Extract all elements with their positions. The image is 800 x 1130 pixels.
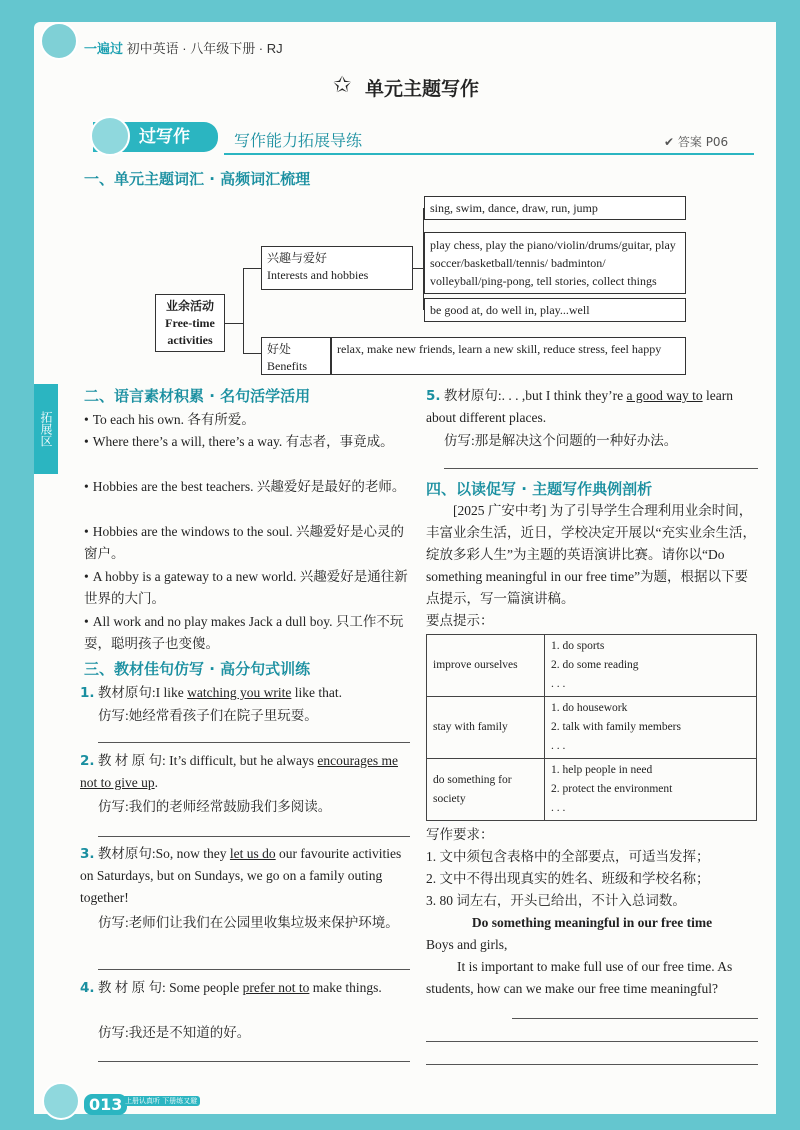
table-row — [427, 759, 757, 821]
tag-subtitle: 写作能力拓展导练 — [234, 131, 363, 150]
imitation-prompt: 仿写:那是解决这个问题的一种好办法。 — [444, 433, 678, 448]
answer-line[interactable] — [512, 1018, 758, 1019]
requirement-item: 1. 文中须包含表格中的全部要点，可适当发挥； — [426, 849, 710, 864]
table-cell: improve ourselves — [427, 635, 545, 697]
table-row — [427, 635, 757, 697]
writing-prompt: [2025 广安中考] 为了引导学生合理利用业余时间，丰富业余生活，近日，学校决定开展以“充实业余生活，绽放多彩人生”为主题的英语演讲比赛。请你以“Do something meaningful in our free time”为题，根据以下要点提示，写一篇演讲稿。 — [426, 503, 756, 606]
unit-title: 单元主题写作 — [365, 78, 480, 100]
quote-item: • Hobbies are the windows to the soul. 兴趣爱好是心灵的窗户。 — [84, 521, 410, 565]
section-3-title: 三、教材佳句仿写 · 高分句式训练 — [84, 660, 311, 678]
sentence-item: 4. 教 材 原 句: Some people prefer not to make things. — [80, 980, 382, 996]
sentence-item: 5. 教材原句:. . . ,but I think they’re a good way to learn about different places. — [426, 388, 733, 425]
quote-item: • A hobby is a gateway to a new world. 兴趣爱好是通往新世界的大门。 — [84, 566, 410, 610]
mindmap-leaf: relax, make new friends, learn a new skill, reduce stress, feel happy — [331, 337, 686, 375]
brand-name: 一遍过 — [84, 41, 124, 56]
points-label: 要点提示： — [426, 613, 494, 628]
quote-item: • To each his own. 各有所爱。 — [84, 409, 410, 431]
mascot-icon — [90, 116, 130, 156]
mindmap-node-benefits: 好处 Benefits — [261, 337, 331, 375]
table-cell: 1. do housework 2. talk with family members . . . — [545, 697, 757, 759]
quote-item: • Where there’s a will, there’s a way. 有志者，事竟成。 — [84, 431, 410, 453]
section-2-title: 二、语言素材积累 · 名句活学活用 — [84, 387, 311, 405]
running-header — [84, 38, 283, 57]
table-cell: stay with family — [427, 697, 545, 759]
connector — [243, 353, 261, 354]
answer-line[interactable] — [98, 969, 410, 970]
mascot-icon — [42, 1082, 80, 1120]
divider — [224, 153, 754, 155]
requirements-label: 写作要求： — [426, 827, 494, 842]
answer-line[interactable] — [426, 1041, 758, 1042]
sentence-item: 2. 教 材 原 句: It’s difficult, but he always encourages me not to give up. — [80, 753, 398, 790]
mindmap-node-hobbies: 兴趣与爱好 Interests and hobbies — [261, 246, 413, 290]
mindmap-leaf: sing, swim, dance, draw, run, jump — [424, 196, 686, 220]
imitation-prompt: 仿写:老师们让我们在公园里收集垃圾来保护环境。 — [98, 915, 399, 930]
section-4-title: 四、以读促写 · 主题写作典例剖析 — [426, 480, 653, 498]
mascot-logo-icon — [40, 22, 78, 60]
book-title: 初中英语 · 八年级下册 · RJ — [126, 41, 283, 56]
quote-item: • All work and no play makes Jack a dull boy. 只工作不玩耍，聪明孩子也变傻。 — [84, 611, 410, 655]
footer-tag: 上册认真听 下册练又避 — [122, 1096, 200, 1106]
essay-title: Do something meaningful in our free time — [471, 915, 713, 930]
sentence-item: 1. 教材原句:I like watching you write like that. — [80, 685, 343, 701]
section-tag: 过写作 — [93, 122, 218, 152]
essay-opening: It is important to make full use of our free time. As students, how can we make our free time meaningful? — [426, 959, 733, 996]
section-1-title: 一、单元主题词汇 · 高频词汇梳理 — [84, 170, 311, 188]
table-row — [427, 697, 757, 759]
side-tab: 拓展区 — [34, 384, 58, 474]
requirement-item: 3. 80 词左右，开头已给出，不计入总词数。 — [426, 893, 686, 908]
answer-ref: ✔ 答案 P06 — [664, 135, 729, 149]
table-cell: do something for society — [427, 759, 545, 821]
connector — [225, 323, 243, 324]
imitation-prompt: 仿写:我们的老师经常鼓励我们多阅读。 — [98, 799, 332, 814]
answer-line[interactable] — [98, 836, 410, 837]
answer-line[interactable] — [444, 468, 758, 469]
mindmap-leaf: be good at, do well in, play...well — [424, 298, 686, 322]
connector — [243, 268, 261, 269]
quote-item: • Hobbies are the best teachers. 兴趣爱好是最好的老师。 — [84, 476, 410, 498]
answer-line[interactable] — [426, 1064, 758, 1065]
table-cell: 1. help people in need 2. protect the environment . . . — [545, 759, 757, 821]
mindmap-leaf: play chess, play the piano/violin/drums/guitar, play soccer/basketball/tennis/ badminton/ volleyball/ping-pong, tell stories, collect things — [424, 232, 686, 294]
connector — [243, 268, 244, 353]
table-cell: 1. do sports 2. do some reading . . . — [545, 635, 757, 697]
points-table — [426, 634, 757, 821]
answer-line[interactable] — [98, 1061, 410, 1062]
essay-greeting: Boys and girls, — [426, 937, 508, 952]
mindmap-root: 业余活动 Free-time activities — [155, 294, 225, 352]
imitation-prompt: 仿写:她经常看孩子们在院子里玩耍。 — [98, 708, 318, 723]
requirement-item: 2. 文中不得出现真实的姓名、班级和学校名称； — [426, 871, 710, 886]
sentence-item: 3. 教材原句:So, now they let us do our favourite activities on Saturdays, but on Sundays, we go on a family outing together! — [80, 846, 402, 905]
imitation-prompt: 仿写:我还是不知道的好。 — [98, 1025, 251, 1040]
star-icon: ✩ — [333, 72, 352, 97]
answer-line[interactable] — [98, 742, 410, 743]
page-number: 013 — [84, 1094, 127, 1115]
connector — [413, 268, 423, 269]
